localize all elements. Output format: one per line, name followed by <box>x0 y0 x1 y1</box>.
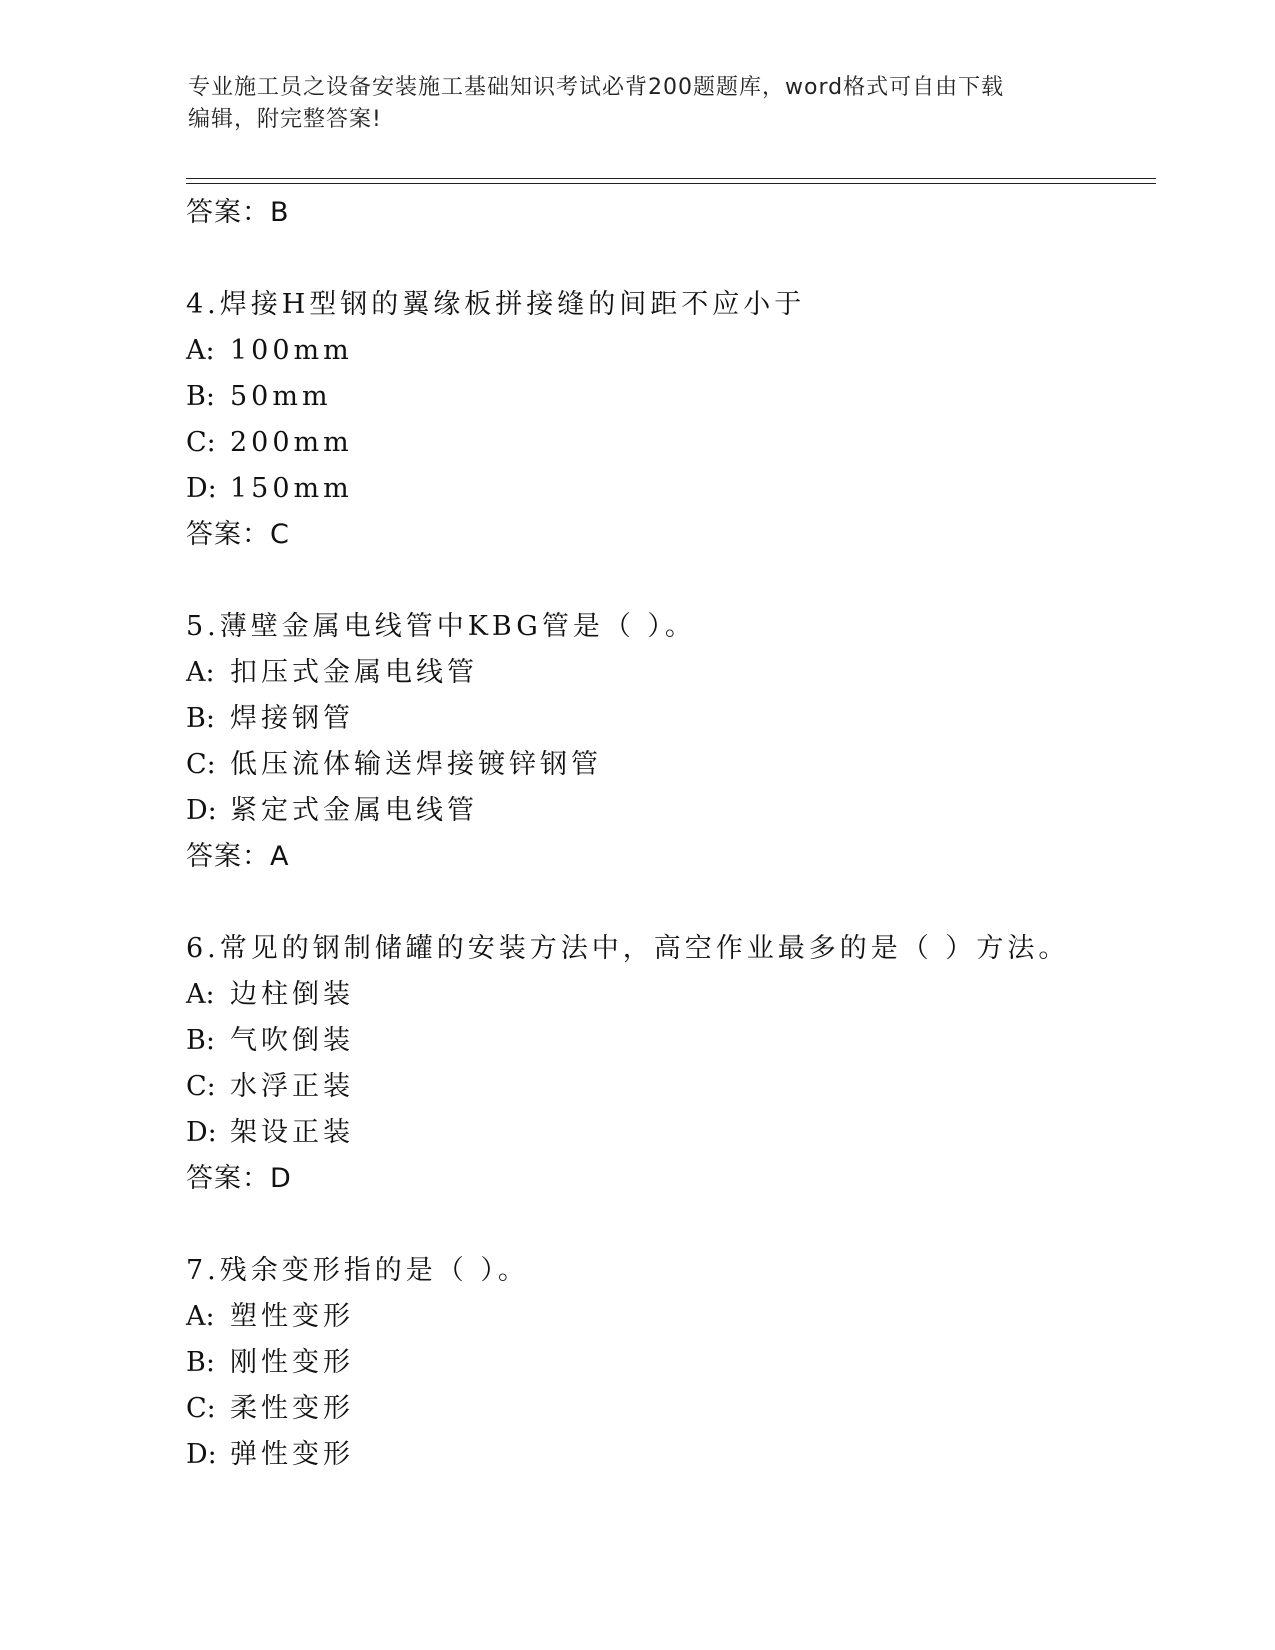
question-text: 4.焊接H型钢的翼缘板拼接缝的间距不应小于 <box>186 289 806 320</box>
header-divider-bottom <box>186 183 1156 184</box>
option-label: B: <box>186 1347 215 1378</box>
option-text: 扣压式金属电线管 <box>230 657 478 688</box>
option-a <box>186 328 1146 374</box>
question-list <box>186 190 1146 1478</box>
question-block <box>186 604 1146 880</box>
question-block <box>186 282 1146 558</box>
option-d <box>186 1432 1146 1478</box>
option-label: C: <box>186 427 216 458</box>
question-block <box>186 1248 1146 1478</box>
option-a <box>186 972 1146 1018</box>
option-text: 边柱倒装 <box>230 979 354 1010</box>
option-label: C: <box>186 1393 216 1424</box>
option-text: 水浮正装 <box>230 1071 354 1102</box>
option-c <box>186 742 1146 788</box>
option-text: 刚性变形 <box>230 1347 354 1378</box>
option-label: B: <box>186 381 215 412</box>
option-text: 紧定式金属电线管 <box>230 795 478 826</box>
option-text: 弹性变形 <box>230 1439 354 1470</box>
answer-line: 答案：B <box>186 197 290 228</box>
option-text: 气吹倒装 <box>230 1025 354 1056</box>
option-label: D: <box>186 795 217 826</box>
question-block <box>186 926 1146 1202</box>
option-label: D: <box>186 1439 217 1470</box>
answer-line: 答案：A <box>186 841 290 872</box>
option-text: 200mm <box>230 427 353 458</box>
answer-line: 答案：C <box>186 519 290 550</box>
option-label: B: <box>186 703 215 734</box>
question-text: 7.残余变形指的是（ ）。 <box>186 1255 529 1286</box>
option-c <box>186 1064 1146 1110</box>
option-text: 50mm <box>230 381 332 412</box>
option-text: 100mm <box>230 335 353 366</box>
header-line-2: 编辑，附完整答案! <box>188 107 382 132</box>
option-label: B: <box>186 1025 215 1056</box>
header-line-1: 专业施工员之设备安装施工基础知识考试必背200题题库，word格式可自由下载 <box>188 75 1005 100</box>
option-text: 低压流体输送焊接镀锌钢管 <box>230 749 602 780</box>
option-d <box>186 788 1146 834</box>
option-a <box>186 650 1146 696</box>
option-text: 柔性变形 <box>230 1393 354 1424</box>
option-text: 150mm <box>230 473 353 504</box>
option-label: A: <box>186 335 215 366</box>
option-label: A: <box>186 657 215 688</box>
option-d <box>186 466 1146 512</box>
option-b <box>186 696 1146 742</box>
option-a <box>186 1294 1146 1340</box>
option-b <box>186 1340 1146 1386</box>
option-label: D: <box>186 473 217 504</box>
option-c <box>186 1386 1146 1432</box>
option-text: 焊接钢管 <box>230 703 354 734</box>
header-divider-top <box>186 178 1156 179</box>
option-c <box>186 420 1146 466</box>
document-header <box>188 72 1088 136</box>
option-d <box>186 1110 1146 1156</box>
option-b <box>186 374 1146 420</box>
question-text: 6.常见的钢制储罐的安装方法中，高空作业最多的是（ ）方法。 <box>186 933 1070 964</box>
option-text: 塑性变形 <box>230 1301 354 1332</box>
question-text: 5.薄壁金属电线管中KBG管是（ ）。 <box>186 611 696 642</box>
option-text: 架设正装 <box>230 1117 354 1148</box>
option-b <box>186 1018 1146 1064</box>
answer-line: 答案：D <box>186 1163 292 1194</box>
option-label: C: <box>186 1071 216 1102</box>
option-label: C: <box>186 749 216 780</box>
option-label: D: <box>186 1117 217 1148</box>
option-label: A: <box>186 979 215 1010</box>
option-label: A: <box>186 1301 215 1332</box>
